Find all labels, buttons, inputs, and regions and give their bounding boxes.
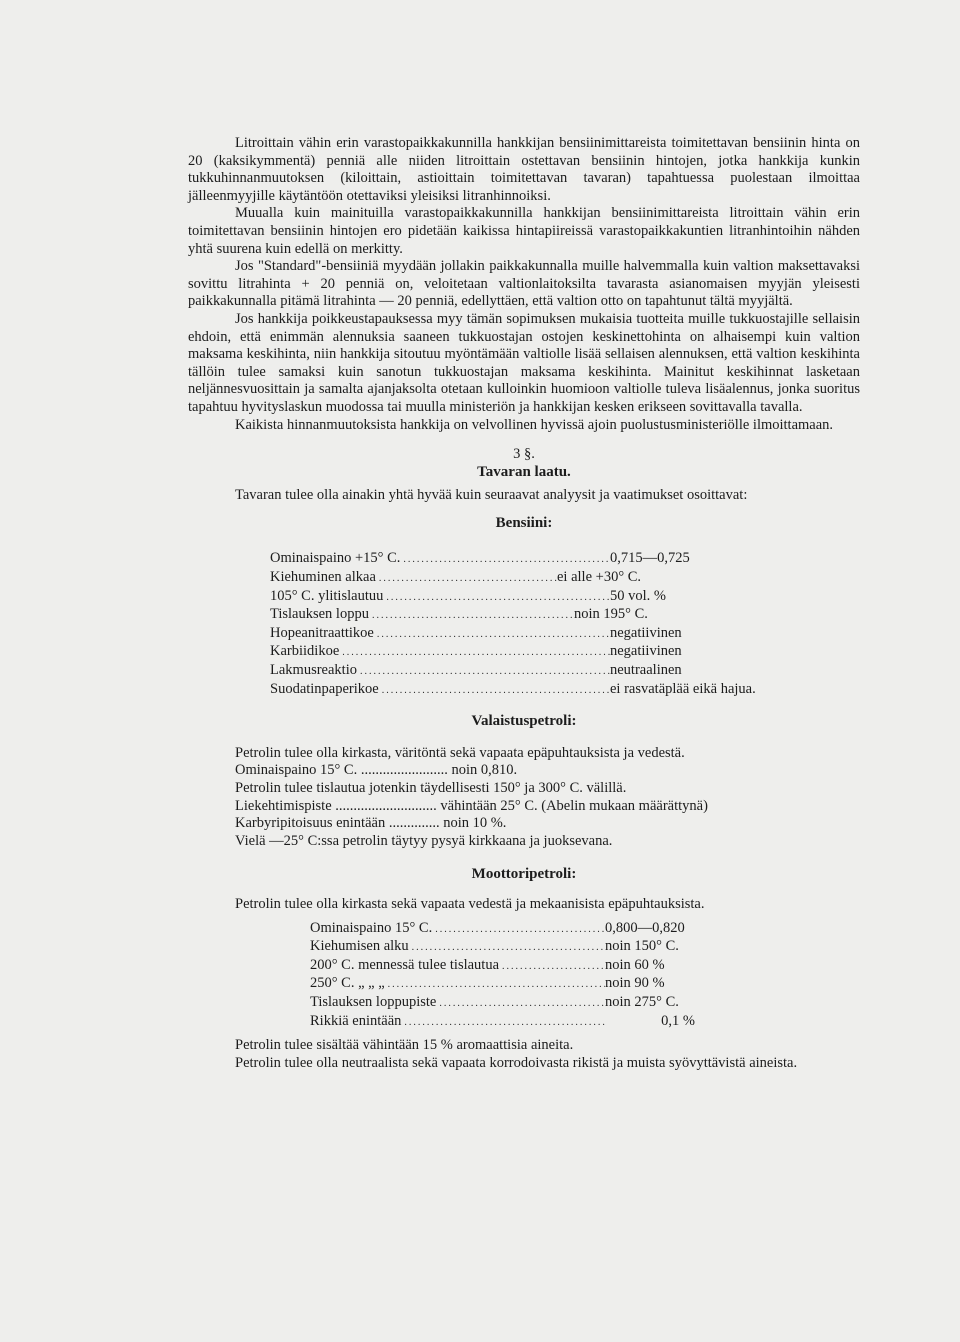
valaistus-block (188, 745, 860, 851)
leader-dots (401, 1014, 605, 1032)
spec-row (310, 938, 705, 957)
spec-value: ei rasvatäplää eikä hajua. (610, 680, 756, 697)
paragraph-other-localities: Muualla kuin mainituilla varastopaikkakunnilla hankkijan bensiinimittareista litroittain vähin erin toimitettavan bensiinin hintojen ero pidetään kaikissa hintapiireissä varastopaikkakuntien litranhintoihin nähden yhtä suurena kuin edellä on merkitty. (188, 205, 860, 257)
bensiini-heading: Bensiini: (495, 514, 553, 531)
paragraph-price-changes: Kaikista hinnanmuutoksista hankkija on velvollinen hyvissä ajoin puolustusministeriölle ilmoittamaan. (235, 416, 834, 433)
spec-row (310, 1013, 705, 1032)
moottori-spec-table (310, 920, 705, 1032)
spec-row (310, 975, 705, 994)
spec-row (270, 625, 790, 644)
spec-value: negatiivinen (610, 643, 682, 660)
paragraph-retail-price: Litroittain vähin erin varastopaikkakunnilla hankkijan bensiinimittareista toimitettavan bensiinin hinta on 20 (kaksikymmentä) penniä alle niiden litroittain ostettavan bensiinin hintojen, jotka hankkija kunkin tukkuhinnanmuutoksen (kiloittain, astioittain toimitettavan tavaran) tapahtuessa puolestaan ilmoittaa jälleenmyyjille käytäntöön otettaviksi yleisiksi litranhinnoiksi. (188, 135, 860, 204)
section-number: 3 §. (513, 446, 535, 463)
spec-label: Lakmusreaktio (270, 662, 357, 679)
leader-dots (369, 607, 574, 625)
leader-dots (374, 626, 610, 644)
spec-row (270, 643, 790, 662)
spec-value: ei alle +30° C. (557, 569, 642, 586)
spec-label: Suodatinpaperikoe (270, 680, 379, 697)
spec-value: 50 vol. % (610, 587, 666, 604)
spec-value: noin 275° C. (605, 993, 679, 1010)
leader-dots (499, 958, 605, 976)
spec-label: Tislauksen loppupiste (310, 993, 437, 1010)
moottori-heading: Moottoripetroli: (471, 866, 577, 883)
section-title: Tavaran laatu. (477, 463, 571, 480)
spec-value: 0,715—0,725 (610, 550, 690, 567)
valaistus-line: Karbyripitoisuus enintään .............. noin 10 %. (235, 815, 507, 832)
section-intro: Tavaran tulee olla ainakin yhtä hyvää kuin seuraavat analyysit ja vaatimukset osoittavat: (235, 487, 748, 504)
spec-label: Kiehuminen alkaa (270, 569, 376, 586)
moottori-intro: Petrolin tulee olla kirkasta sekä vapaata vedestä ja mekaanisista epäpuhtauksista. (235, 895, 705, 912)
spec-row (270, 550, 790, 569)
spec-row (270, 588, 790, 607)
leader-dots (383, 589, 610, 607)
spec-row (310, 920, 705, 939)
bensiini-spec-table (270, 550, 790, 699)
spec-row (270, 569, 790, 588)
spec-value: 0,1 % (661, 1012, 695, 1029)
paragraph-standard-petrol: Jos "Standard"-bensiiniä myydään jollakin paikkakunnalla muille halvemmalla kuin valtion maksettavaksi sovittu litrahinta + 20 penniä on, veloitetaan valtionlaitoksilta tavarasta asianomaisen myyjän yleisesti paikkakunnalla pitämä litrahinta — 20 penniä, edellyttäen, että valtion otto on tapahtunut tältä myyjältä. (188, 258, 860, 310)
spec-row (270, 662, 790, 681)
spec-value: noin 195° C. (574, 606, 648, 623)
spec-label: Tislauksen loppu (270, 606, 369, 623)
moottori-closing-neutral: Petrolin tulee olla neutraalista sekä vapaata korrodoivasta rikistä ja muista syövyttävistä aineista. (235, 1054, 798, 1071)
spec-value: noin 60 % (605, 956, 665, 973)
spec-value: neutraalinen (610, 662, 682, 679)
valaistus-line: Ominaispaino 15° C. ........................ noin 0,810. (235, 762, 518, 779)
page-content (188, 135, 860, 1072)
leader-dots (436, 995, 605, 1013)
leader-dots (400, 551, 610, 569)
spec-value: 0,800—0,820 (605, 919, 685, 936)
moottori-closing-aromatics: Petrolin tulee sisältää vähintään 15 % aromaattisia aineita. (235, 1037, 574, 1054)
leader-dots (357, 663, 610, 681)
spec-row (270, 681, 790, 700)
leader-dots (379, 682, 610, 700)
spec-label: 105° C. ylitislautuu (270, 587, 384, 604)
valaistus-line: Liekehtimispiste ............................ vähintään 25° C. (Abelin mukaan määrättynä) (235, 797, 708, 814)
leader-dots (409, 939, 605, 957)
spec-value: noin 90 % (605, 975, 665, 992)
leader-dots (339, 644, 610, 662)
valaistus-line: Petrolin tulee tislautua jotenkin täydellisesti 150° ja 300° C. välillä. (235, 780, 627, 796)
spec-value: negatiivinen (610, 624, 682, 641)
spec-label: Rikkiä enintään (310, 1012, 402, 1029)
valaistus-heading: Valaistuspetroli: (471, 713, 577, 730)
paragraph-exception-discount: Jos hankkija poikkeustapauksessa myy tämän sopimuksen mukaisia tuotteita muille tukkuostajille sellaisin ehdoin, että enimmän alennuksia saaneen tukkuostajan ostojen keskinettohinta on alhaisempi kuin valtion maksama keskihinta, niin hankkija sitoutuu myöntämään valtiolle lisää sellaisen alennuksen, että valtion keskihinta tällöin tulee samaksi kuin sanotun tukkuostajan maksama keskihinta. Mainitut keskihinnat lasketaan neljännesvuosittain ja samalta ajanjaksolta otetaan kulloinkin huomioon valtiolle tuleva lisäalennus, jonka suoritus tapahtuu hyvityslaskun muodossa tai muulla ministeriön ja hankkijan kesken erikseen sovittavalla tavalla. (188, 310, 860, 415)
spec-label: Kiehumisen alku (310, 938, 409, 955)
valaistus-line: Vielä —25° C:ssa petrolin täytyy pysyä kirkkaana ja juoksevana. (235, 832, 613, 849)
spec-row (270, 606, 790, 625)
spec-label: Ominaispaino 15° C. (310, 919, 433, 936)
leader-dots (385, 976, 605, 994)
spec-label: Ominaispaino +15° C. (270, 550, 401, 567)
leader-dots (432, 921, 605, 939)
valaistus-line: Petrolin tulee olla kirkasta, väritöntä sekä vapaata epäpuhtauksista ja vedestä. (235, 744, 685, 761)
spec-label: 200° C. mennessä tulee tislautua (310, 956, 500, 973)
spec-label: Hopeanitraattikoe (270, 624, 374, 641)
spec-row (310, 994, 705, 1013)
spec-label: Karbiidikoe (270, 643, 340, 660)
spec-row (310, 957, 705, 976)
spec-value: noin 150° C. (605, 938, 679, 955)
leader-dots (376, 570, 557, 588)
spec-label: 250° C. „ „ „ (310, 975, 385, 992)
